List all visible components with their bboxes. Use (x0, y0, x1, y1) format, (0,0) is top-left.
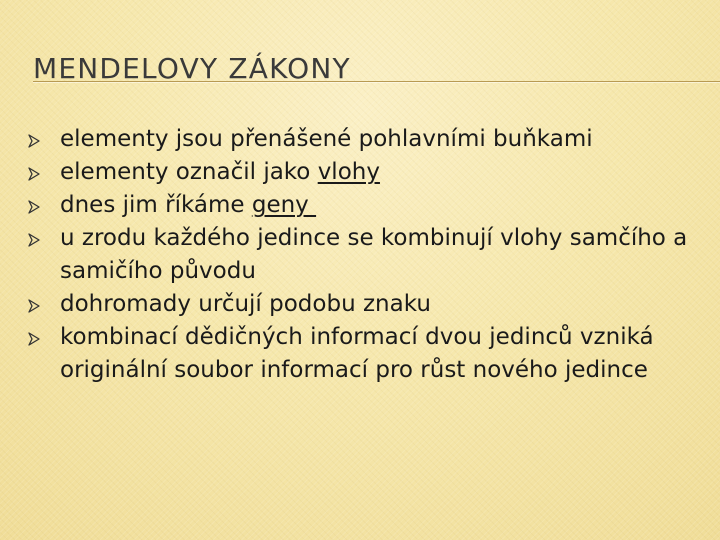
term-geny: geny (251, 192, 317, 218)
bullet-text: elementy označil jako (60, 159, 318, 185)
bullet-text: dnes jim říkáme (60, 192, 252, 218)
slide-title: MENDELOVY ZÁKONY (33, 52, 351, 85)
bullet-text: u zrodu každého jedince se kombinují vlohy samčího a samičího původu (60, 225, 688, 284)
bullet-item (28, 156, 688, 189)
bullet-text: kombinací dědičných informací dvou jedinců vzniká originální soubor informací pro růst nového jedince (60, 324, 654, 383)
bullet-item (28, 189, 688, 222)
term-vlohy: vlohy (317, 159, 380, 185)
bullet-item (28, 321, 688, 387)
arrowhead-bullet-icon (28, 233, 40, 247)
arrowhead-bullet-icon (28, 167, 40, 181)
arrowhead-bullet-icon (28, 299, 40, 313)
bullet-item (28, 123, 688, 156)
bullet-item (28, 288, 688, 321)
arrowhead-bullet-icon (28, 134, 40, 148)
title-divider (33, 81, 720, 82)
bullet-text: dohromady určují podobu znaku (60, 291, 431, 317)
arrowhead-bullet-icon (28, 332, 40, 346)
bullet-item (28, 222, 688, 288)
bullet-list (28, 123, 688, 387)
bullet-text: elementy jsou přenášené pohlavními buňkami (60, 126, 593, 152)
arrowhead-bullet-icon (28, 200, 40, 214)
